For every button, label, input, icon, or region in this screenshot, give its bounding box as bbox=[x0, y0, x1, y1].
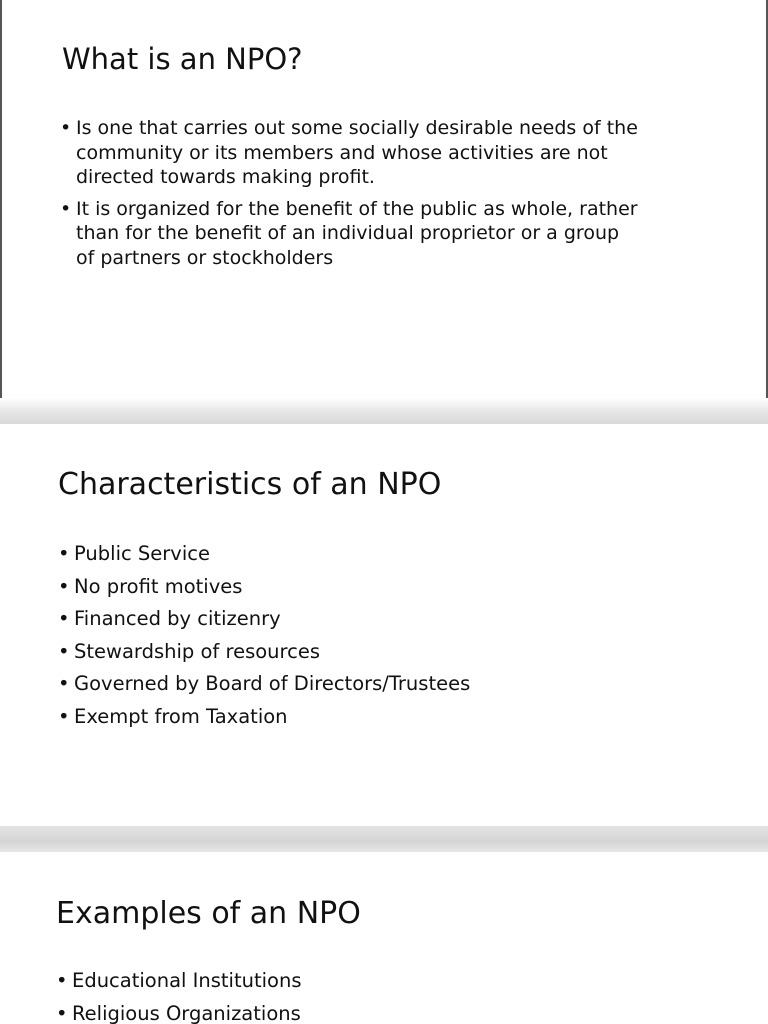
slide-title: Characteristics of an NPO bbox=[58, 467, 442, 502]
bullet-item bbox=[60, 197, 638, 271]
slide-what-is-npo bbox=[0, 0, 768, 424]
bullet-dot: • bbox=[58, 672, 70, 695]
bullet-dot: • bbox=[56, 969, 68, 992]
bullet-item bbox=[58, 636, 470, 669]
bullet-item bbox=[56, 997, 302, 1024]
bullet-line: Is one that carries out some socially desirable needs of the bbox=[76, 117, 638, 139]
bullet-text: Public Service bbox=[74, 542, 210, 565]
bullet-dot: • bbox=[58, 639, 70, 663]
slide-separator bbox=[0, 826, 768, 852]
bullet-text: No profit motives bbox=[74, 574, 243, 598]
bullet-text: Governed by Board of Directors/Trustees bbox=[74, 672, 471, 695]
slide-title: Examples of an NPO bbox=[56, 896, 361, 931]
bullet-dot: • bbox=[60, 197, 72, 220]
bullet-line: directed towards making profit. bbox=[76, 166, 375, 188]
bullet-item bbox=[56, 964, 302, 997]
bullet-item bbox=[58, 668, 470, 701]
slide-title: What is an NPO? bbox=[62, 42, 303, 76]
bullet-list bbox=[60, 116, 638, 277]
bullet-item bbox=[58, 571, 470, 604]
bullet-list bbox=[58, 538, 470, 733]
bullet-dot: • bbox=[58, 542, 70, 565]
bullet-line: than for the benefit of an individual proprietor or a group bbox=[76, 222, 620, 244]
bullet-dot: • bbox=[60, 117, 72, 139]
bullet-item bbox=[60, 116, 638, 190]
bullet-text: Financed by citizenry bbox=[74, 607, 281, 630]
bullet-text: Religious Organizations bbox=[72, 1002, 301, 1024]
bullet-line: of partners or stockholders bbox=[76, 246, 334, 269]
bullet-dot: • bbox=[56, 1002, 68, 1024]
bullet-line: community or its members and whose activities are not bbox=[76, 141, 608, 164]
slide-separator bbox=[0, 398, 768, 424]
bullet-dot: • bbox=[58, 574, 70, 598]
slide-examples bbox=[0, 852, 768, 1024]
bullet-dot: • bbox=[58, 704, 70, 728]
bullet-list bbox=[56, 964, 302, 1024]
slide-characteristics bbox=[0, 424, 768, 826]
bullet-text: Exempt from Taxation bbox=[74, 704, 288, 728]
bullet-item bbox=[58, 538, 470, 571]
bullet-item bbox=[58, 603, 470, 636]
bullet-text: Stewardship of resources bbox=[74, 639, 320, 663]
bullet-line: It is organized for the benefit of the public as whole, rather bbox=[76, 197, 638, 220]
bullet-item bbox=[58, 701, 470, 734]
bullet-text: Educational Institutions bbox=[72, 969, 302, 992]
bullet-dot: • bbox=[58, 607, 70, 630]
